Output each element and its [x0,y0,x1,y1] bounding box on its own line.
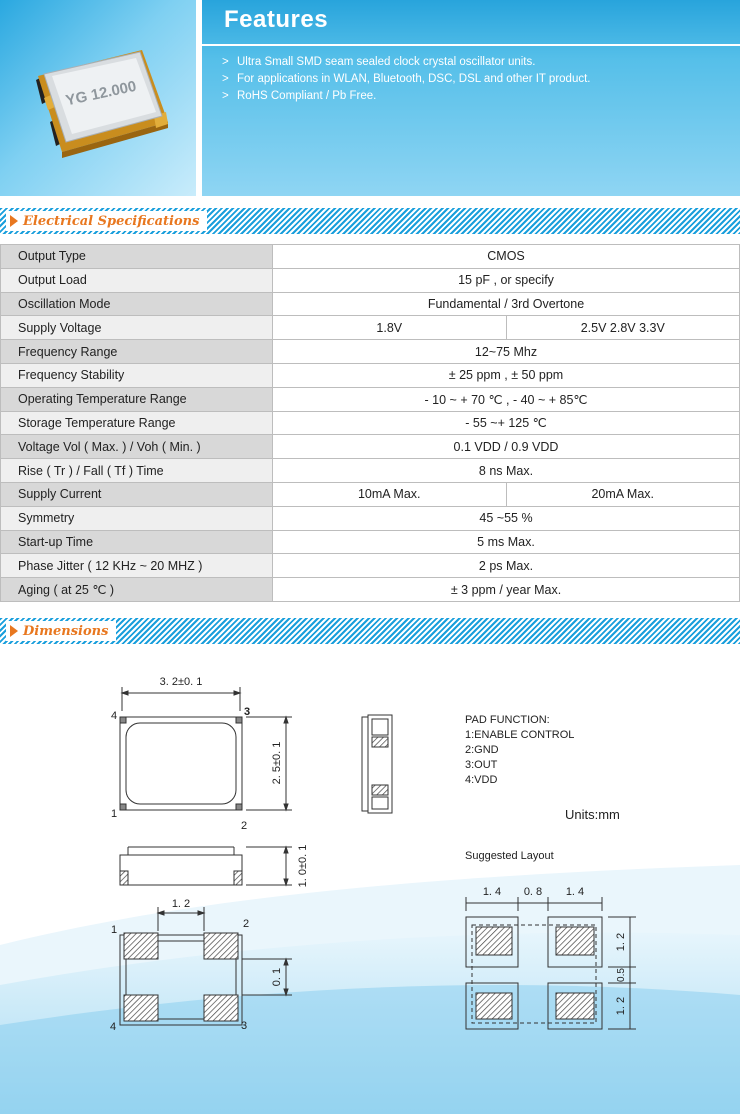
pin-number-3: 3 [244,706,251,718]
pin-number-4: 4 [111,710,118,722]
feature-text: RoHS Compliant / Pb Free. [237,90,377,102]
spec-value: ± 25 ppm , ± 50 ppm [273,363,740,387]
layout-width-label-1: 1. 4 [482,886,502,898]
spec-row [1,316,740,340]
electrical-specifications-header [0,208,740,234]
spec-row [1,578,740,602]
spec-value: 10mA Max. [273,482,507,506]
spec-value: 2 ps Max. [273,554,740,578]
section-label [6,211,207,231]
thickness-dimension-label: 1. 0±0. 1 [297,844,309,888]
electrical-specifications-table [0,244,740,602]
spec-value: 5 ms Max. [273,530,740,554]
spec-label: Output Load [1,268,273,292]
spec-label: Aging ( at 25 ℃ ) [1,578,273,602]
spec-row [1,245,740,269]
features-title: Features [224,6,329,33]
pad-function-title: PAD FUNCTION: [465,714,550,726]
spec-value: 45 ~55 % [273,506,740,530]
spec-label: Oscillation Mode [1,292,273,316]
pin-number-2: 2 [241,820,248,832]
bullet-arrow-icon: > [222,56,229,68]
dimensions-drawing [0,645,740,1114]
header [0,0,740,196]
section-label [6,621,116,641]
spec-label: Phase Jitter ( 12 KHz ~ 20 MHZ ) [1,554,273,578]
units-label: Units:mm [565,807,620,822]
pin-number-1: 1 [111,808,118,820]
pin-number-4: 4 [110,1021,117,1033]
spec-value: 15 pF , or specify [273,268,740,292]
spec-label: Frequency Stability [1,363,273,387]
product-image-panel [0,0,196,196]
electrical-specifications-title: Electrical Specifications [23,213,200,229]
layout-height-label-1: 1. 2 [615,932,627,952]
pad-pitch-label: 1. 2 [171,898,191,910]
bullet-arrow-icon: > [222,73,229,85]
spec-row [1,363,740,387]
spec-row [1,387,740,411]
spec-label: Frequency Range [1,340,273,364]
dimensions-title: Dimensions [23,623,109,639]
front-view [120,847,292,885]
side-view [362,715,392,813]
spec-label: Voltage Vol ( Max. ) / Voh ( Min. ) [1,435,273,459]
spec-label: Start-up Time [1,530,273,554]
feature-text: Ultra Small SMD seam sealed clock crystal oscillator units. [237,56,536,68]
spec-value: 0.1 VDD / 0.9 VDD [273,435,740,459]
triangle-arrow-icon [10,625,18,637]
bullet-arrow-icon: > [222,90,229,102]
feature-item [222,71,590,88]
spec-row [1,435,740,459]
spec-value: 1.8V [273,316,507,340]
spec-row [1,292,740,316]
pin-number-2: 2 [243,918,250,930]
spec-label: Symmetry [1,506,273,530]
spec-label: Operating Temperature Range [1,387,273,411]
crystal-oscillator-image [0,0,196,196]
feature-item [222,54,590,71]
dimensions-header [0,618,740,644]
spec-row [1,482,740,506]
product-marking: YG 12.000 [64,77,138,110]
suggested-layout-title: Suggested Layout [465,850,554,862]
spec-value: - 55 ~+ 125 ℃ [273,411,740,435]
layout-height-label-2: 0.5 [616,968,627,982]
spec-label: Supply Current [1,482,273,506]
spec-row [1,530,740,554]
top-view [120,687,292,810]
pad-function-item: 1:ENABLE CONTROL [465,729,575,741]
pad-gap-label: 0. 1 [271,967,283,987]
spec-value: Fundamental / 3rd Overtone [273,292,740,316]
pad-function-item: 3:OUT [465,759,498,771]
pad-function-item: 4:VDD [465,774,498,786]
dimensions-graphics [0,645,740,1114]
spec-row [1,506,740,530]
spec-row [1,268,740,292]
height-dimension-label: 2. 5±0. 1 [271,741,283,785]
spec-label: Output Type [1,245,273,269]
pin-number-3: 3 [241,1020,248,1032]
spec-value: 20mA Max. [506,482,740,506]
spec-value: - 10 ~ + 70 ℃ , - 40 ~ + 85℃ [273,387,740,411]
width-dimension-label: 3. 2±0. 1 [159,676,203,688]
spec-label: Rise ( Tr ) / Fall ( Tf ) Time [1,459,273,483]
features-panel [202,0,740,196]
spec-value: 8 ns Max. [273,459,740,483]
features-divider [202,44,740,46]
pin-number-1: 1 [111,924,118,936]
spec-value: CMOS [273,245,740,269]
triangle-arrow-icon [10,215,18,227]
feature-item [222,88,590,105]
spec-row [1,340,740,364]
layout-width-label-3: 1. 4 [565,886,585,898]
spec-row [1,459,740,483]
features-list [222,54,590,105]
layout-height-label-3: 1. 2 [615,996,627,1016]
spec-value: ± 3 ppm / year Max. [273,578,740,602]
spec-value: 2.5V 2.8V 3.3V [506,316,740,340]
layout-width-label-2: 0. 8 [523,886,543,898]
spec-label: Supply Voltage [1,316,273,340]
spec-value: 12~75 Mhz [273,340,740,364]
spec-label: Storage Temperature Range [1,411,273,435]
spec-row [1,554,740,578]
pad-function-item: 2:GND [465,744,499,756]
spec-row [1,411,740,435]
feature-text: For applications in WLAN, Bluetooth, DSC, DSL and other IT product. [237,73,591,85]
